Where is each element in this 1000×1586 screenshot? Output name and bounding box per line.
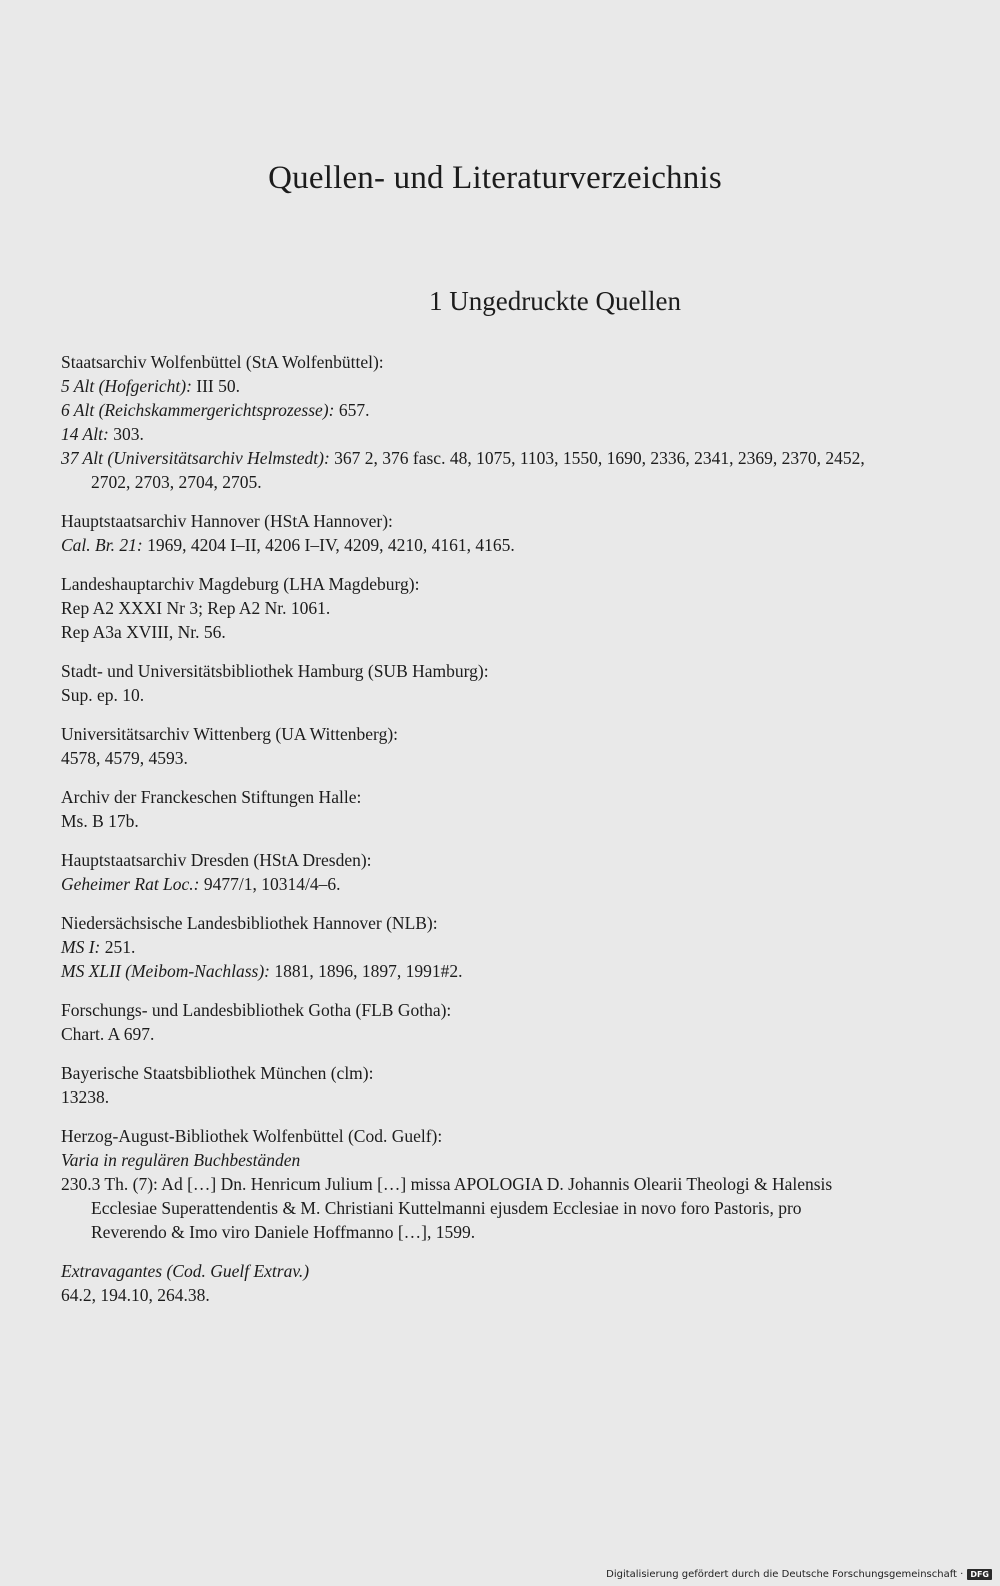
entry-text: 367 2, 376 fasc. 48, 1075, 1103, 1550, 1690, 2336, 2341, 2369, 2370, 2452, 2702, 2703, 2704, 2705. [91,448,865,492]
archive-heading: Archiv der Franckeschen Stiftungen Halle: [61,787,362,807]
archive-heading: Landeshauptarchiv Magdeburg (LHA Magdeburg): [61,574,420,594]
section-heading [0,286,1000,317]
archive-group [61,659,881,707]
archive-group [61,350,881,494]
entry-text: 303. [108,424,144,444]
archive-heading: Staatsarchiv Wolfenbüttel (StA Wolfenbüttel): [61,352,384,372]
credit-text: Digitalisierung gefördert durch die Deutsche Forschungsgemeinschaft · [606,1569,964,1580]
archive-heading: Hauptstaatsarchiv Dresden (HStA Dresden): [61,850,372,870]
archive-heading: Hauptstaatsarchiv Hannover (HStA Hannover): [61,511,393,531]
archive-group [61,1259,881,1307]
entry-label: 37 Alt (Universitätsarchiv Helmstedt): [61,448,330,468]
entry-text: 1881, 1896, 1897, 1991#2. [269,961,463,981]
archive-heading: Stadt- und Universitätsbibliothek Hamburg (SUB Hamburg): [61,661,489,681]
entry-label: Cal. Br. 21: [61,535,143,555]
archive-heading: Niedersächsische Landesbibliothek Hannover (NLB): [61,913,438,933]
dfg-logo: DFG [967,1569,992,1580]
archive-heading: Herzog-August-Bibliothek Wolfenbüttel (Cod. Guelf): [61,1126,443,1146]
source-list [61,350,881,1322]
archive-entry [61,935,881,959]
archive-heading: Bayerische Staatsbibliothek München (clm): [61,1063,374,1083]
archive-entry: 4578, 4579, 4593. [61,748,188,768]
archive-entry [61,374,881,398]
archive-group [61,1124,881,1244]
archive-heading: Forschungs- und Landesbibliothek Gotha (FLB Gotha): [61,1000,452,1020]
entry-text: 1969, 4204 I–II, 4206 I–IV, 4209, 4210, 4161, 4165. [142,535,515,555]
archive-group [61,911,881,983]
page-title-text: Quellen- und Literaturverzeichnis [268,160,722,196]
entry-label: 14 Alt: [61,424,109,444]
archive-entry: 13238. [61,1087,110,1107]
archive-group [61,785,881,833]
archive-heading: Universitätsarchiv Wittenberg (UA Wittenberg): [61,724,399,744]
archive-group [61,509,881,557]
archive-entry: 64.2, 194.10, 264.38. [61,1285,210,1305]
collection-subheading: Varia in regulären Buchbeständen [61,1150,301,1170]
entry-label: Geheimer Rat Loc.: [61,874,200,894]
archive-group [61,848,881,896]
entry-label: MS XLII (Meibom-Nachlass): [61,961,270,981]
archive-group [61,722,881,770]
section-heading-text: 1 Ungedruckte Quellen [429,286,681,316]
entry-text: 251. [100,937,136,957]
entry-text: 9477/1, 10314/4–6. [199,874,341,894]
archive-group [61,1061,881,1109]
archive-entry [61,533,881,557]
archive-entry: Rep A3a XVIII, Nr. 56. [61,622,226,642]
archive-entry: 230.3 Th. (7): Ad […] Dn. Henricum Julium […] missa APOLOGIA D. Johannis Olearii Theologi & Halensis Ecclesiae Superattendentis & M. Christiani Kuttelmanni ejusdem Ecclesiae in novo foro Pastoris, pro Reverendo & Imo viro Daniele Hoffmanno […], 1599. [61,1174,833,1242]
archive-entry [61,398,881,422]
archive-entry: Ms. B 17b. [61,811,139,831]
archive-entry: Sup. ep. 10. [61,685,145,705]
entry-label: 6 Alt (Reichskammergerichtsprozesse): [61,400,335,420]
entry-label: MS I: [61,937,101,957]
archive-entry [61,422,881,446]
archive-entry [61,446,881,494]
collection-subheading: Extravagantes (Cod. Guelf Extrav.) [61,1261,310,1281]
archive-entry [61,959,881,983]
archive-entry: Rep A2 XXXI Nr 3; Rep A2 Nr. 1061. [61,598,331,618]
entry-text: 657. [334,400,370,420]
entry-label: 5 Alt (Hofgericht): [61,376,192,396]
archive-entry [61,872,881,896]
archive-group [61,572,881,644]
digitization-credit [606,1569,992,1580]
archive-entry: Chart. A 697. [61,1024,155,1044]
page-title [0,160,1000,197]
entry-text: III 50. [191,376,241,396]
archive-group [61,998,881,1046]
